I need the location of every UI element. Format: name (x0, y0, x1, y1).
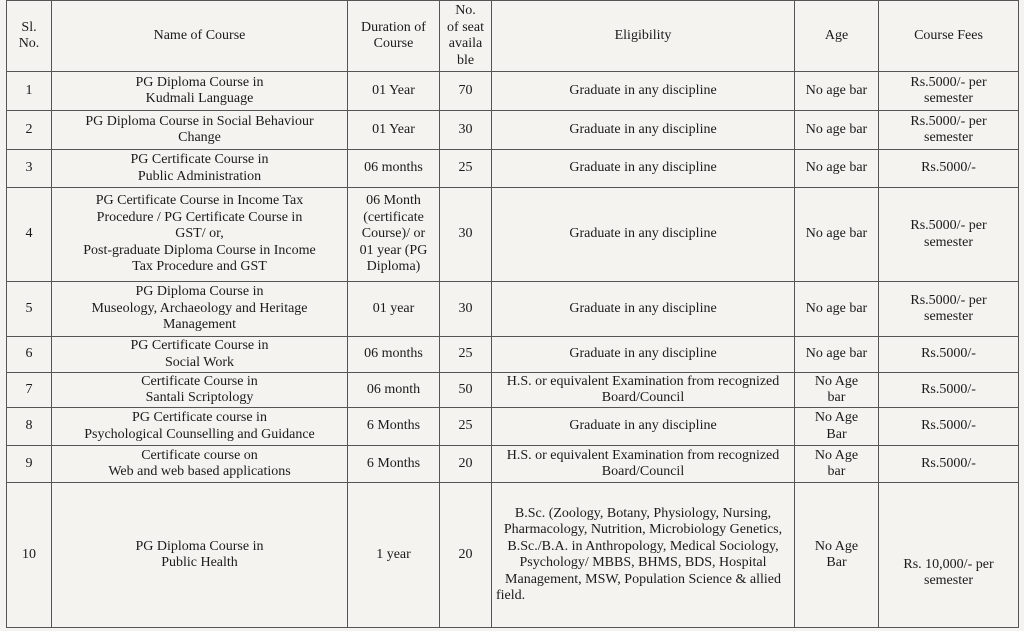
cell-eligibility: Graduate in any discipline (492, 408, 795, 446)
cell-sl: 2 (7, 111, 52, 150)
table-row (7, 282, 1019, 337)
cell-course-name: Certificate Course in Santali Scriptology (52, 373, 348, 408)
cell-course-name: Certificate course on Web and web based applications (52, 446, 348, 483)
cell-sl: 8 (7, 408, 52, 446)
cell-course-name: PG Certificate course in Psychological Counselling and Guidance (52, 408, 348, 446)
cell-age: No Age Bar (795, 408, 879, 446)
cell-age: No Age bar (795, 446, 879, 483)
header-seats: No. of seat availa ble (440, 1, 492, 72)
cell-seats: 25 (440, 337, 492, 373)
cell-course-name: PG Certificate Course in Public Administration (52, 150, 348, 188)
cell-duration: 01 Year (348, 72, 440, 111)
cell-seats: 25 (440, 150, 492, 188)
cell-sl: 4 (7, 188, 52, 282)
cell-fees: Rs.5000/- (879, 150, 1019, 188)
cell-fees: Rs.5000/- (879, 337, 1019, 373)
cell-duration: 6 Months (348, 408, 440, 446)
table-row (7, 72, 1019, 111)
cell-duration: 06 months (348, 337, 440, 373)
cell-age: No Age Bar (795, 483, 879, 628)
cell-sl: 3 (7, 150, 52, 188)
cell-age: No Age bar (795, 373, 879, 408)
cell-course-name: PG Diploma Course in Social Behaviour Change (52, 111, 348, 150)
cell-sl: 9 (7, 446, 52, 483)
header-duration: Duration of Course (348, 1, 440, 72)
cell-duration: 1 year (348, 483, 440, 628)
cell-fees: Rs.5000/- (879, 446, 1019, 483)
table-row (7, 446, 1019, 483)
cell-duration: 01 year (348, 282, 440, 337)
header-course-name: Name of Course (52, 1, 348, 72)
cell-course-name: PG Certificate Course in Income Tax Procedure / PG Certificate Course in GST/ or, Post-graduate Diploma Course in Income Tax Procedure and GST (52, 188, 348, 282)
header-fees: Course Fees (879, 1, 1019, 72)
cell-eligibility: B.Sc. (Zoology, Botany, Physiology, Nursing, Pharmacology, Nutrition, Microbiology Genetics, B.Sc./B.A. in Anthropology, Medical Sociology, Psychology/ MBBS, BHMS, BDS, Hospital Management, MSW, Population Science & allied field. (492, 483, 795, 628)
cell-sl: 6 (7, 337, 52, 373)
cell-eligibility: Graduate in any discipline (492, 337, 795, 373)
cell-eligibility: Graduate in any discipline (492, 111, 795, 150)
cell-seats: 30 (440, 282, 492, 337)
cell-fees: Rs.5000/- per semester (879, 111, 1019, 150)
cell-fees: Rs.5000/- per semester (879, 188, 1019, 282)
cell-course-name: PG Certificate Course in Social Work (52, 337, 348, 373)
table-row (7, 188, 1019, 282)
cell-course-name: PG Diploma Course in Museology, Archaeology and Heritage Management (52, 282, 348, 337)
cell-seats: 30 (440, 188, 492, 282)
table-row (7, 408, 1019, 446)
table-row (7, 150, 1019, 188)
table-row (7, 373, 1019, 408)
cell-eligibility: Graduate in any discipline (492, 282, 795, 337)
cell-seats: 70 (440, 72, 492, 111)
cell-fees: Rs.5000/- (879, 373, 1019, 408)
cell-duration: 6 Months (348, 446, 440, 483)
header-eligibility: Eligibility (492, 1, 795, 72)
cell-seats: 50 (440, 373, 492, 408)
cell-seats: 30 (440, 111, 492, 150)
header-row (7, 1, 1019, 72)
cell-age: No age bar (795, 337, 879, 373)
header-age: Age (795, 1, 879, 72)
cell-eligibility: Graduate in any discipline (492, 72, 795, 111)
cell-seats: 25 (440, 408, 492, 446)
cell-sl: 7 (7, 373, 52, 408)
cell-eligibility: Graduate in any discipline (492, 150, 795, 188)
cell-age: No age bar (795, 111, 879, 150)
cell-age: No age bar (795, 188, 879, 282)
header-sl-no: Sl. No. (7, 1, 52, 72)
cell-fees: Rs.5000/- per semester (879, 282, 1019, 337)
cell-seats: 20 (440, 483, 492, 628)
table-row (7, 483, 1019, 628)
cell-age: No age bar (795, 72, 879, 111)
cell-course-name: PG Diploma Course in Kudmali Language (52, 72, 348, 111)
cell-seats: 20 (440, 446, 492, 483)
cell-age: No age bar (795, 150, 879, 188)
cell-eligibility: H.S. or equivalent Examination from recognized Board/Council (492, 373, 795, 408)
cell-age: No age bar (795, 282, 879, 337)
course-table (6, 0, 1019, 628)
cell-fees: Rs. 10,000/- per semester (879, 483, 1019, 628)
cell-eligibility: H.S. or equivalent Examination from recognized Board/Council (492, 446, 795, 483)
cell-eligibility: Graduate in any discipline (492, 188, 795, 282)
cell-duration: 06 month (348, 373, 440, 408)
cell-duration: 06 Month (certificate Course)/ or 01 year (PG Diploma) (348, 188, 440, 282)
cell-duration: 01 Year (348, 111, 440, 150)
cell-fees: Rs.5000/- (879, 408, 1019, 446)
cell-sl: 1 (7, 72, 52, 111)
cell-sl: 5 (7, 282, 52, 337)
cell-duration: 06 months (348, 150, 440, 188)
cell-sl: 10 (7, 483, 52, 628)
cell-course-name: PG Diploma Course in Public Health (52, 483, 348, 628)
table-row (7, 337, 1019, 373)
table-row (7, 111, 1019, 150)
cell-fees: Rs.5000/- per semester (879, 72, 1019, 111)
